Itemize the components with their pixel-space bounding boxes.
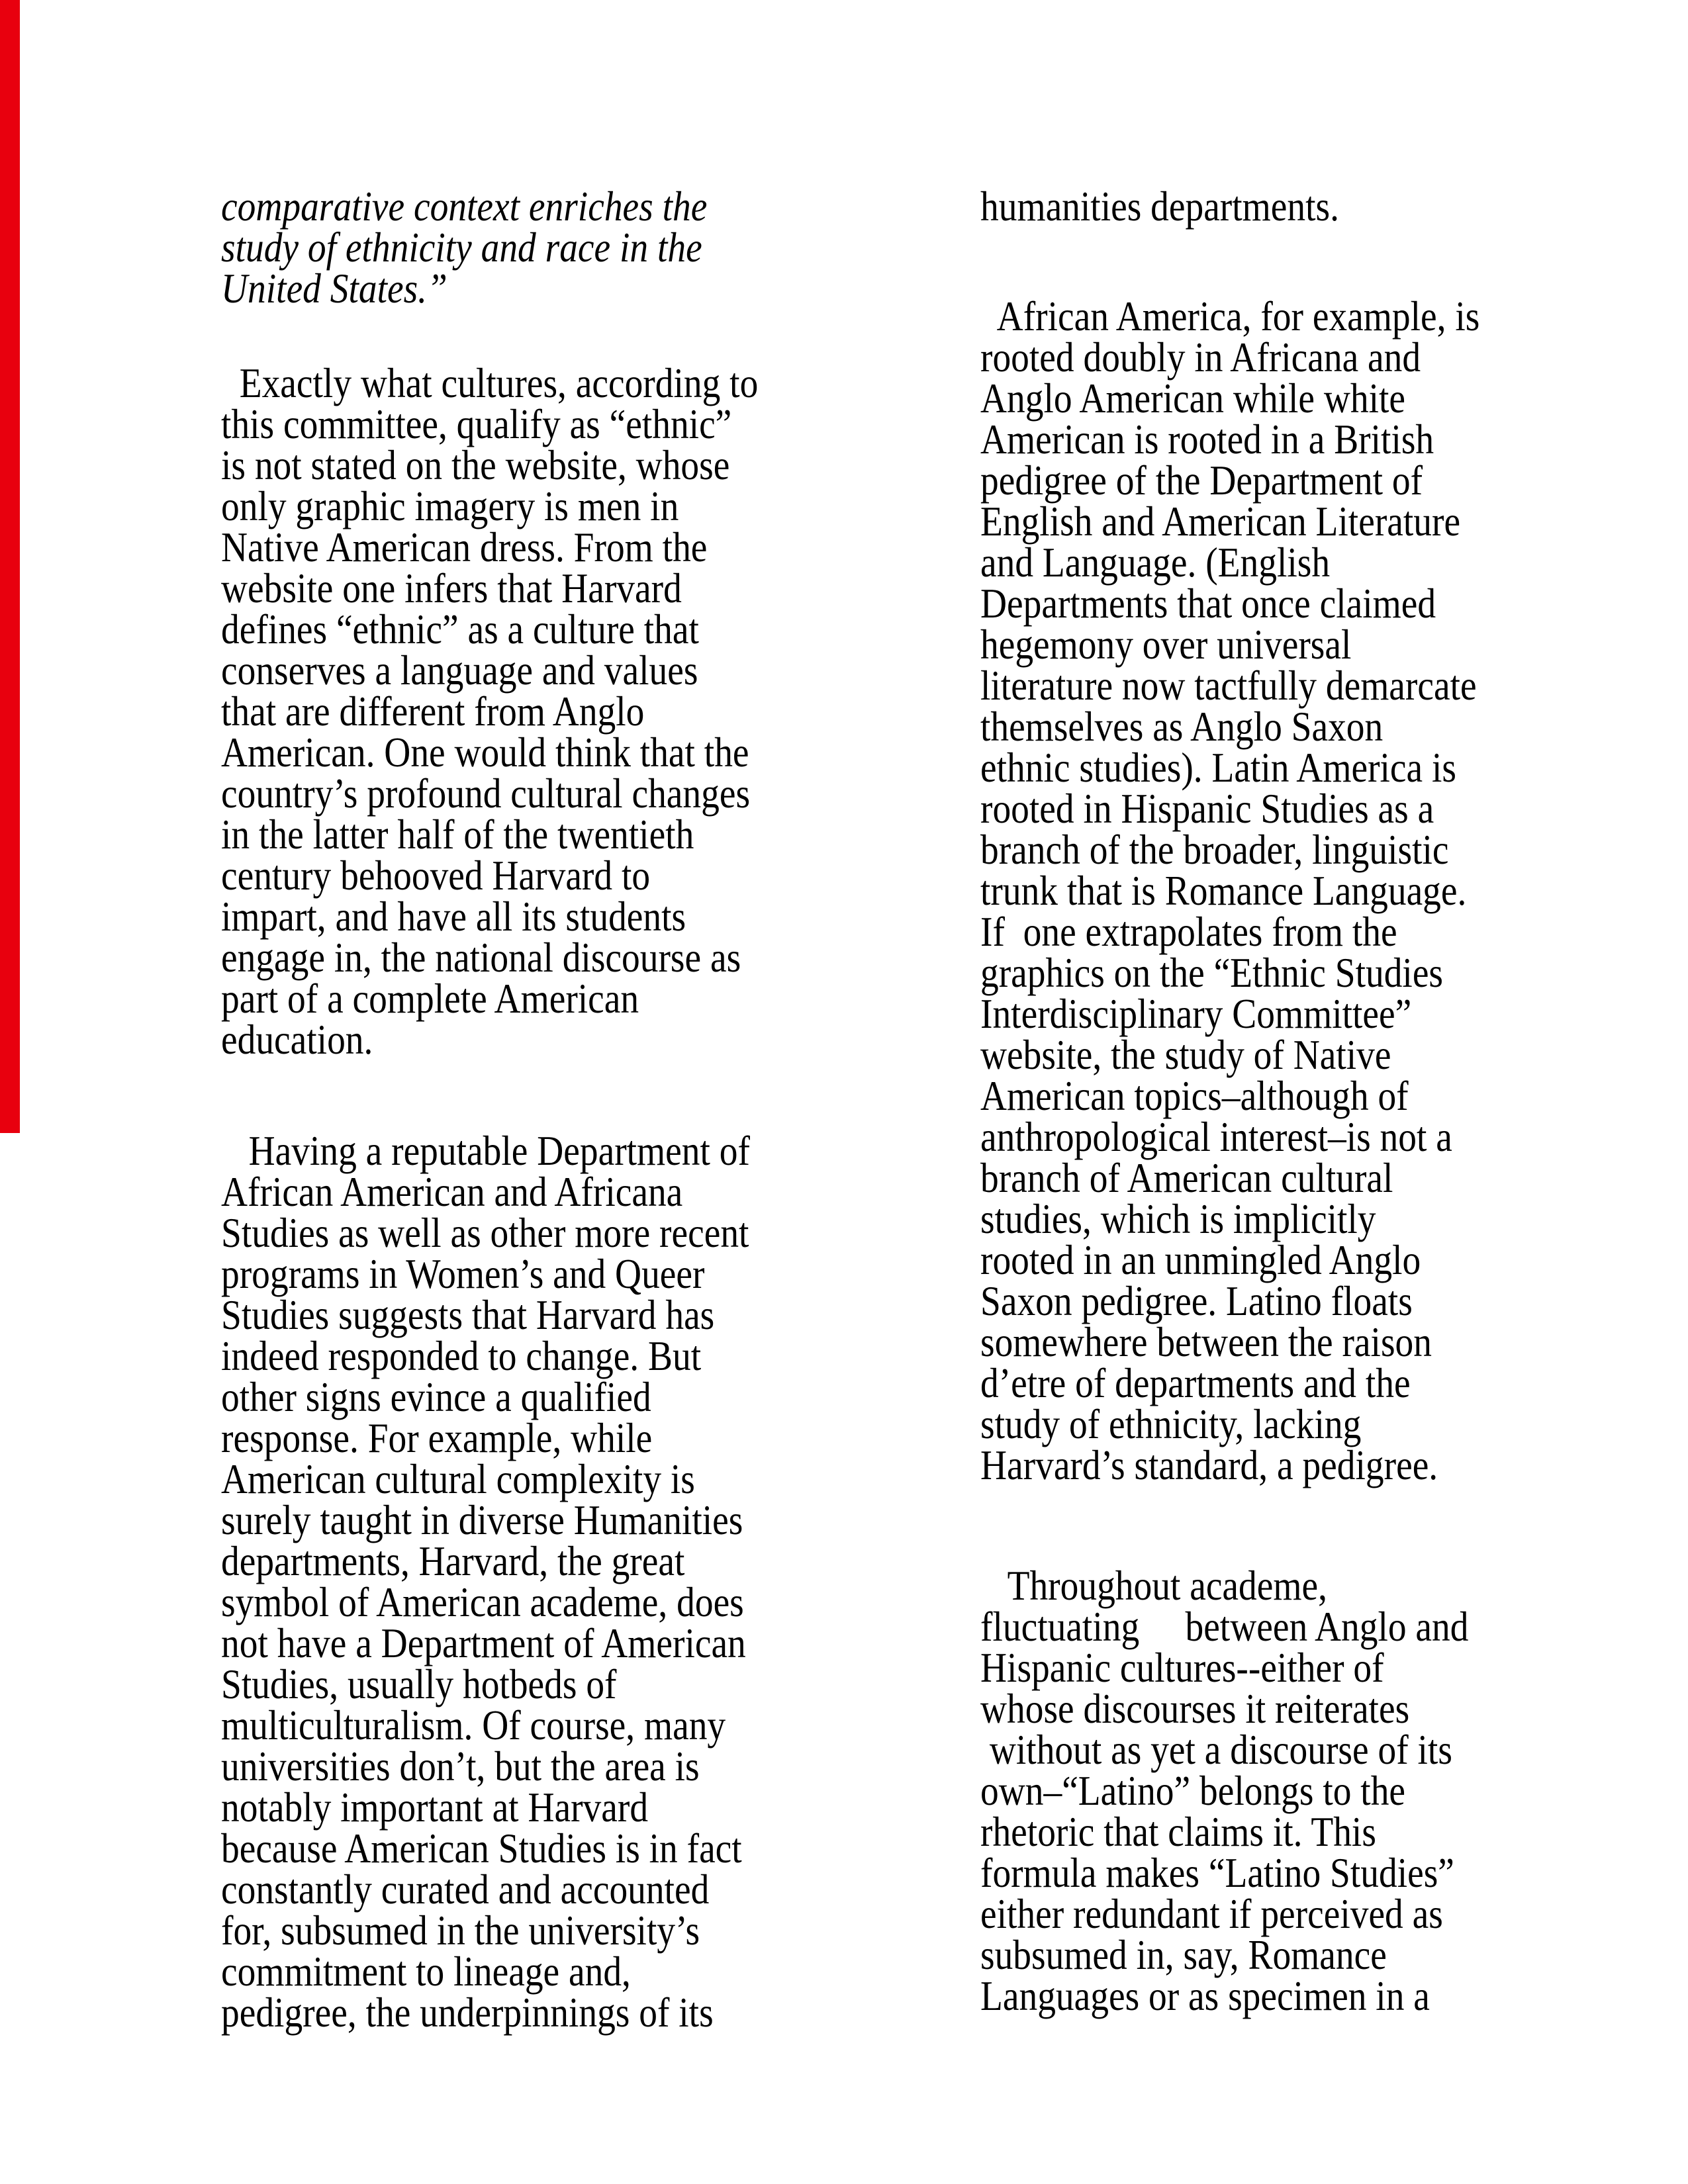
text-line: either redundant if perceived as xyxy=(980,1891,1443,1937)
text-line: Studies as well as other more recent xyxy=(221,1210,749,1256)
text-line: themselves as Anglo Saxon xyxy=(980,704,1383,750)
text-line: country’s profound cultural changes xyxy=(221,770,751,817)
text-line: Anglo American while white xyxy=(980,375,1406,422)
text-line: comparative context enriches the xyxy=(221,183,708,230)
text-line: conserves a language and values xyxy=(221,647,698,694)
text-line: Harvard’s standard, a pedigree. xyxy=(980,1442,1438,1488)
text-line: subsumed in, say, Romance xyxy=(980,1932,1387,1978)
right-text-column xyxy=(980,183,1642,2019)
text-line: United States.” xyxy=(221,265,447,312)
text-line: d’etre of departments and the xyxy=(980,1360,1411,1406)
text-line: Hispanic cultures--either of xyxy=(980,1645,1384,1691)
text-line: Having a reputable Department of xyxy=(221,1128,750,1174)
text-line: website, the study of Native xyxy=(980,1032,1391,1078)
text-line: fluctuating between Anglo and xyxy=(980,1604,1469,1650)
text-line: African American and Africana xyxy=(221,1169,683,1215)
text-line: African America, for example, is xyxy=(980,293,1480,340)
text-line: English and American Literature xyxy=(980,498,1461,545)
text-line: Saxon pedigree. Latino floats xyxy=(980,1278,1413,1324)
text-line: Interdisciplinary Committee” xyxy=(980,991,1412,1037)
text-line: formula makes “Latino Studies” xyxy=(980,1850,1454,1896)
text-line: branch of the broader, linguistic xyxy=(980,827,1449,873)
text-line: for, subsumed in the university’s xyxy=(221,1907,700,1954)
left-text-column xyxy=(221,183,910,2036)
text-line: in the latter half of the twentieth xyxy=(221,811,694,858)
text-line: Studies suggests that Harvard has xyxy=(221,1292,715,1338)
text-line: is not stated on the website, whose xyxy=(221,442,730,488)
text-line: graphics on the “Ethnic Studies xyxy=(980,950,1444,996)
text-line: education. xyxy=(221,1017,373,1063)
text-line: impart, and have all its students xyxy=(221,893,686,940)
text-line: century behooved Harvard to xyxy=(221,852,651,899)
text-line: indeed responded to change. But xyxy=(221,1333,702,1379)
text-line: rooted in an unmingled Anglo xyxy=(980,1237,1421,1283)
text-line: engage in, the national discourse as xyxy=(221,934,741,981)
text-line: and Language. (English xyxy=(980,539,1331,586)
text-line: constantly curated and accounted xyxy=(221,1866,710,1913)
text-line: pedigree of the Department of xyxy=(980,457,1423,504)
text-line: rooted doubly in Africana and xyxy=(980,334,1421,381)
paragraph-para-african-america xyxy=(980,293,1642,1488)
paragraph-humanities xyxy=(980,183,1642,230)
text-line: branch of American cultural xyxy=(980,1155,1393,1201)
text-line: Native American dress. From the xyxy=(221,524,708,570)
text-line: response. For example, while xyxy=(221,1415,653,1461)
text-line: without as yet a discourse of its xyxy=(980,1727,1452,1773)
text-line: this committee, qualify as “ethnic” xyxy=(221,401,732,447)
paragraph-quote xyxy=(221,183,910,312)
text-line: American topics–although of xyxy=(980,1073,1409,1119)
text-line: trunk that is Romance Language. xyxy=(980,868,1467,914)
text-line: own–“Latino” belongs to the xyxy=(980,1768,1406,1814)
text-line: not have a Department of American xyxy=(221,1620,746,1666)
text-line: notably important at Harvard xyxy=(221,1784,649,1831)
text-line: other signs evince a qualified xyxy=(221,1374,651,1420)
text-line: studies, which is implicitly xyxy=(980,1196,1376,1242)
text-line: American. One would think that the xyxy=(221,729,749,776)
text-line: somewhere between the raison xyxy=(980,1319,1432,1365)
text-line: universities don’t, but the area is xyxy=(221,1743,700,1790)
paragraph-para-throughout xyxy=(980,1565,1642,2017)
text-line: Departments that once claimed xyxy=(980,580,1436,627)
text-line: pedigree, the underpinnings of its xyxy=(221,1989,714,2036)
text-line: symbol of American academe, does xyxy=(221,1579,744,1625)
text-line: departments, Harvard, the great xyxy=(221,1538,685,1584)
text-line: anthropological interest–is not a xyxy=(980,1114,1452,1160)
paragraph-para-exactly xyxy=(221,360,910,1063)
text-line: only graphic imagery is men in xyxy=(221,483,679,529)
text-line: rhetoric that claims it. This xyxy=(980,1809,1376,1855)
text-line: part of a complete American xyxy=(221,976,639,1022)
text-line: Studies, usually hotbeds of xyxy=(221,1661,617,1707)
text-line: because American Studies is in fact xyxy=(221,1825,742,1872)
text-line: American is rooted in a British xyxy=(980,416,1434,463)
scan-edge-artifact-bar xyxy=(0,0,20,1133)
text-line: rooted in Hispanic Studies as a xyxy=(980,786,1434,832)
text-line: If one extrapolates from the xyxy=(980,909,1397,955)
text-line: American cultural complexity is xyxy=(221,1456,695,1502)
text-line: surely taught in diverse Humanities xyxy=(221,1497,743,1543)
text-line: Exactly what cultures, according to xyxy=(221,360,759,406)
text-line: Throughout academe, xyxy=(980,1563,1327,1609)
text-line: literature now tactfully demarcate xyxy=(980,662,1477,709)
text-line: defines “ethnic” as a culture that xyxy=(221,606,699,653)
paragraph-para-having xyxy=(221,1128,910,2036)
text-line: ethnic studies). Latin America is xyxy=(980,745,1456,791)
text-line: whose discourses it reiterates xyxy=(980,1686,1410,1732)
text-line: humanities departments. xyxy=(980,183,1339,230)
text-line: website one infers that Harvard xyxy=(221,565,682,612)
text-line: programs in Women’s and Queer xyxy=(221,1251,705,1297)
text-line: that are different from Anglo xyxy=(221,688,645,735)
text-line: Languages or as specimen in a xyxy=(980,1973,1430,2019)
text-line: multiculturalism. Of course, many xyxy=(221,1702,726,1749)
text-line: hegemony over universal xyxy=(980,621,1352,668)
text-line: commitment to lineage and, xyxy=(221,1948,631,1995)
text-line: study of ethnicity and race in the xyxy=(221,224,702,271)
text-line: study of ethnicity, lacking xyxy=(980,1401,1362,1447)
